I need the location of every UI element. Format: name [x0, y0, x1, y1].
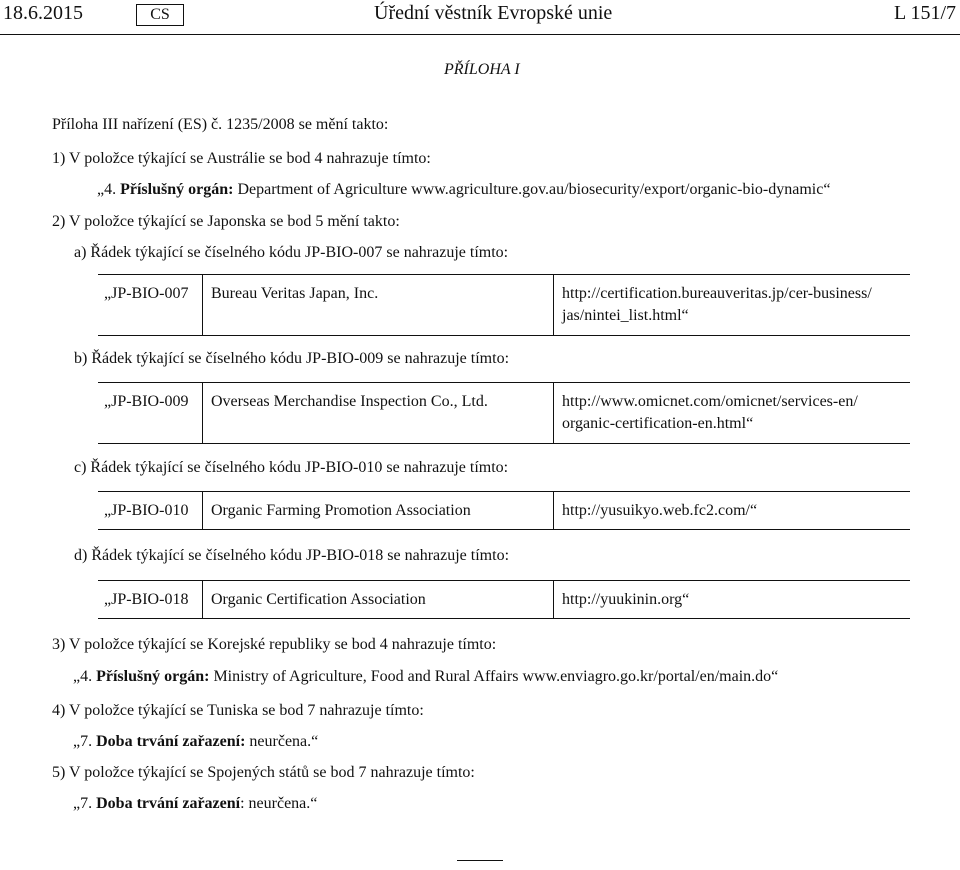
url-line-2: jas/nintei_list.html“: [562, 307, 689, 324]
item-3-bold: Příslušný orgán:: [96, 668, 210, 685]
body-cell: [203, 275, 554, 335]
item-4-rest: neurčena.“: [245, 733, 319, 750]
item-4-body: [73, 733, 318, 751]
intro-text: Příloha III nařízení (ES) č. 1235/2008 se mění takto:: [52, 116, 389, 133]
body-text: Organic Certification Association: [211, 591, 426, 608]
item-1-bold: Příslušný orgán:: [120, 181, 234, 198]
header-date: 18.6.2015: [3, 2, 83, 24]
body-cell: [203, 581, 554, 618]
header-page-number: L 151/7: [893, 2, 956, 24]
table-row-jp-bio-010: [98, 491, 910, 530]
item-5-rest: : neurčena.“: [240, 795, 318, 812]
body-text: Overseas Merchandise Inspection Co., Ltd.: [211, 393, 488, 410]
url-line-2: organic-certification-en.html“: [562, 415, 754, 432]
item-2c-heading: c) Řádek týkající se číselného kódu JP-BIO-010 se nahrazuje tímto:: [74, 459, 509, 476]
body-cell: [203, 383, 554, 443]
url-cell: [554, 492, 910, 529]
code-text: „JP-BIO-009: [104, 393, 189, 410]
table-row-jp-bio-007: [98, 274, 910, 336]
body-cell: [203, 492, 554, 529]
item-2a-heading: a) Řádek týkající se číselného kódu JP-BIO-007 se nahrazuje tímto:: [74, 244, 509, 261]
url-line-1: http://www.omicnet.com/omicnet/services-en/: [562, 393, 858, 410]
url-cell: [554, 581, 910, 618]
code-cell: [98, 383, 203, 443]
table-row-jp-bio-018: [98, 580, 910, 619]
url-line-1: http://yusuikyo.web.fc2.com/“: [562, 502, 758, 519]
code-cell: [98, 492, 203, 529]
footer-rule: [457, 860, 503, 861]
url-cell: [554, 275, 910, 335]
code-text: „JP-BIO-007: [104, 285, 189, 302]
code-cell: [98, 275, 203, 335]
code-text: „JP-BIO-018: [104, 591, 189, 608]
item-1-heading: 1) V položce týkající se Austrálie se bod 4 nahrazuje tímto:: [52, 150, 431, 167]
item-5-heading: 5) V položce týkající se Spojených států se bod 7 nahrazuje tímto:: [52, 764, 475, 781]
code-cell: [98, 581, 203, 618]
item-3-rest: Ministry of Agriculture, Food and Rural Affairs www.enviagro.go.kr/portal/en/main.do“: [209, 668, 779, 685]
item-2b-heading: b) Řádek týkající se číselného kódu JP-BIO-009 se nahrazuje tímto:: [74, 350, 510, 367]
item-3-heading: 3) V položce týkající se Korejské republiky se bod 4 nahrazuje tímto:: [52, 636, 497, 653]
url-line-1: http://certification.bureauveritas.jp/cer-business/: [562, 285, 872, 302]
item-1-rest: Department of Agriculture www.agriculture.gov.au/biosecurity/export/organic-bio-dynamic“: [233, 181, 831, 198]
url-cell: [554, 383, 910, 443]
code-text: „JP-BIO-010: [104, 502, 189, 519]
header-language-box: CS: [136, 4, 184, 26]
item-4-heading: 4) V položce týkající se Tuniska se bod 7 nahrazuje tímto:: [52, 702, 424, 719]
header-journal-title: Úřední věstník Evropské unie: [374, 2, 613, 24]
annex-title: PŘÍLOHA I: [444, 61, 520, 78]
item-1-prefix: „4.: [97, 181, 121, 198]
item-3-prefix: „4.: [73, 668, 97, 685]
url-line-1: http://yuukinin.org“: [562, 591, 690, 608]
header-rule: [0, 34, 960, 35]
item-1-body: [97, 181, 830, 199]
item-3-body: [73, 668, 778, 686]
table-row-jp-bio-009: [98, 382, 910, 444]
item-5-prefix: „7.: [73, 795, 97, 812]
item-2-heading: 2) V položce týkající se Japonska se bod 5 mění takto:: [52, 213, 400, 230]
body-text: Bureau Veritas Japan, Inc.: [211, 285, 379, 302]
item-2d-heading: d) Řádek týkající se číselného kódu JP-BIO-018 se nahrazuje tímto:: [74, 547, 510, 564]
item-4-bold: Doba trvání zařazení:: [96, 733, 246, 750]
item-5-body: [73, 795, 317, 813]
body-text: Organic Farming Promotion Association: [211, 502, 471, 519]
item-5-bold: Doba trvání zařazení: [96, 795, 241, 812]
item-4-prefix: „7.: [73, 733, 97, 750]
